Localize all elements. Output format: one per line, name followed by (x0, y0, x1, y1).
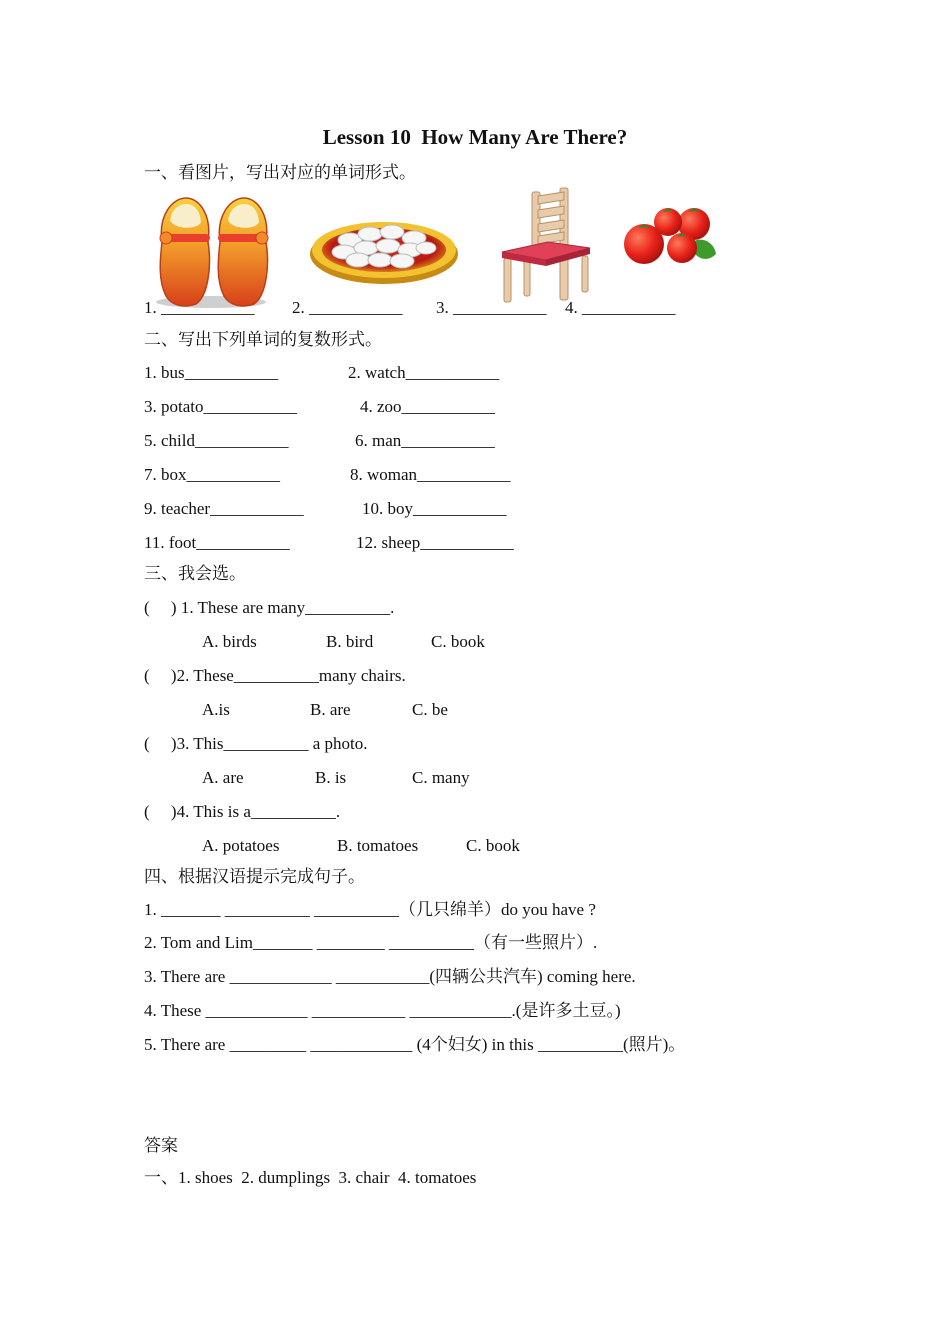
plural-item: 2. watch___________ (348, 363, 500, 382)
section1-heading: 一、看图片，写出对应的单词形式。 (144, 163, 416, 182)
choice-question-stem: ( )4. This is a__________. (144, 802, 341, 821)
choice-option: B. tomatoes (337, 836, 419, 855)
chair-picture (498, 186, 594, 304)
sentence-line: 3. There are ____________ ___________(四辆公共汽车) coming here. (144, 967, 636, 986)
choice-question-stem: ( )3. This__________ a photo. (144, 734, 368, 753)
section2-heading: 二、写出下列单词的复数形式。 (144, 330, 382, 349)
section3-heading: 三、我会选。 (144, 564, 246, 583)
plural-item: 7. box___________ (144, 465, 280, 484)
choice-option: A. are (202, 768, 244, 787)
section1-blank-1: 1. ___________ (144, 298, 255, 317)
choice-option: A. potatoes (202, 836, 280, 855)
answers-heading: 答案 (144, 1136, 178, 1155)
choice-option: C. book (431, 632, 485, 651)
choice-option: C. book (466, 836, 520, 855)
plural-item: 12. sheep___________ (356, 533, 514, 552)
choice-option: A.is (202, 700, 230, 719)
plural-item: 8. woman___________ (350, 465, 511, 484)
section4-heading: 四、根据汉语提示完成句子。 (144, 867, 365, 886)
choice-question-stem: ( ) 1. These are many__________. (144, 598, 395, 617)
plural-item: 3. potato___________ (144, 397, 297, 416)
section1-blank-2: 2. ___________ (292, 298, 403, 317)
choice-option: C. be (412, 700, 448, 719)
plural-item: 4. zoo___________ (360, 397, 496, 416)
section1-blank-4: 4. ___________ (565, 298, 676, 317)
tomatoes-picture (622, 202, 718, 270)
choice-option: A. birds (202, 632, 257, 651)
plural-item: 1. bus___________ (144, 363, 279, 382)
sentence-line: 2. Tom and Lim_______ ________ __________（有一些照片）. (144, 933, 598, 952)
plural-item: 9. teacher___________ (144, 499, 304, 518)
shoes-picture (154, 196, 270, 310)
sentence-line: 4. These ____________ ___________ ____________.(是许多土豆。) (144, 1001, 621, 1020)
choice-option: B. is (315, 768, 347, 787)
section1-blank-3: 3. ___________ (436, 298, 547, 317)
choice-option: C. many (412, 768, 470, 787)
sentence-line: 5. There are _________ ____________ (4个妇女) in this __________(照片)。 (144, 1035, 686, 1054)
choice-question-stem: ( )2. These__________many chairs. (144, 666, 406, 685)
plural-item: 11. foot___________ (144, 533, 290, 552)
dumplings-picture (308, 206, 460, 288)
answers-line: 一、1. shoes 2. dumplings 3. chair 4. tomatoes (144, 1168, 477, 1187)
choice-option: B. bird (326, 632, 374, 651)
plural-item: 5. child___________ (144, 431, 289, 450)
choice-option: B. are (310, 700, 351, 719)
sentence-line: 1. _______ __________ __________（几只绵羊）do you have ? (144, 900, 596, 919)
plural-item: 6. man___________ (355, 431, 495, 450)
page-title: Lesson 10 How Many Are There? (322, 125, 628, 149)
plural-item: 10. boy___________ (362, 499, 507, 518)
